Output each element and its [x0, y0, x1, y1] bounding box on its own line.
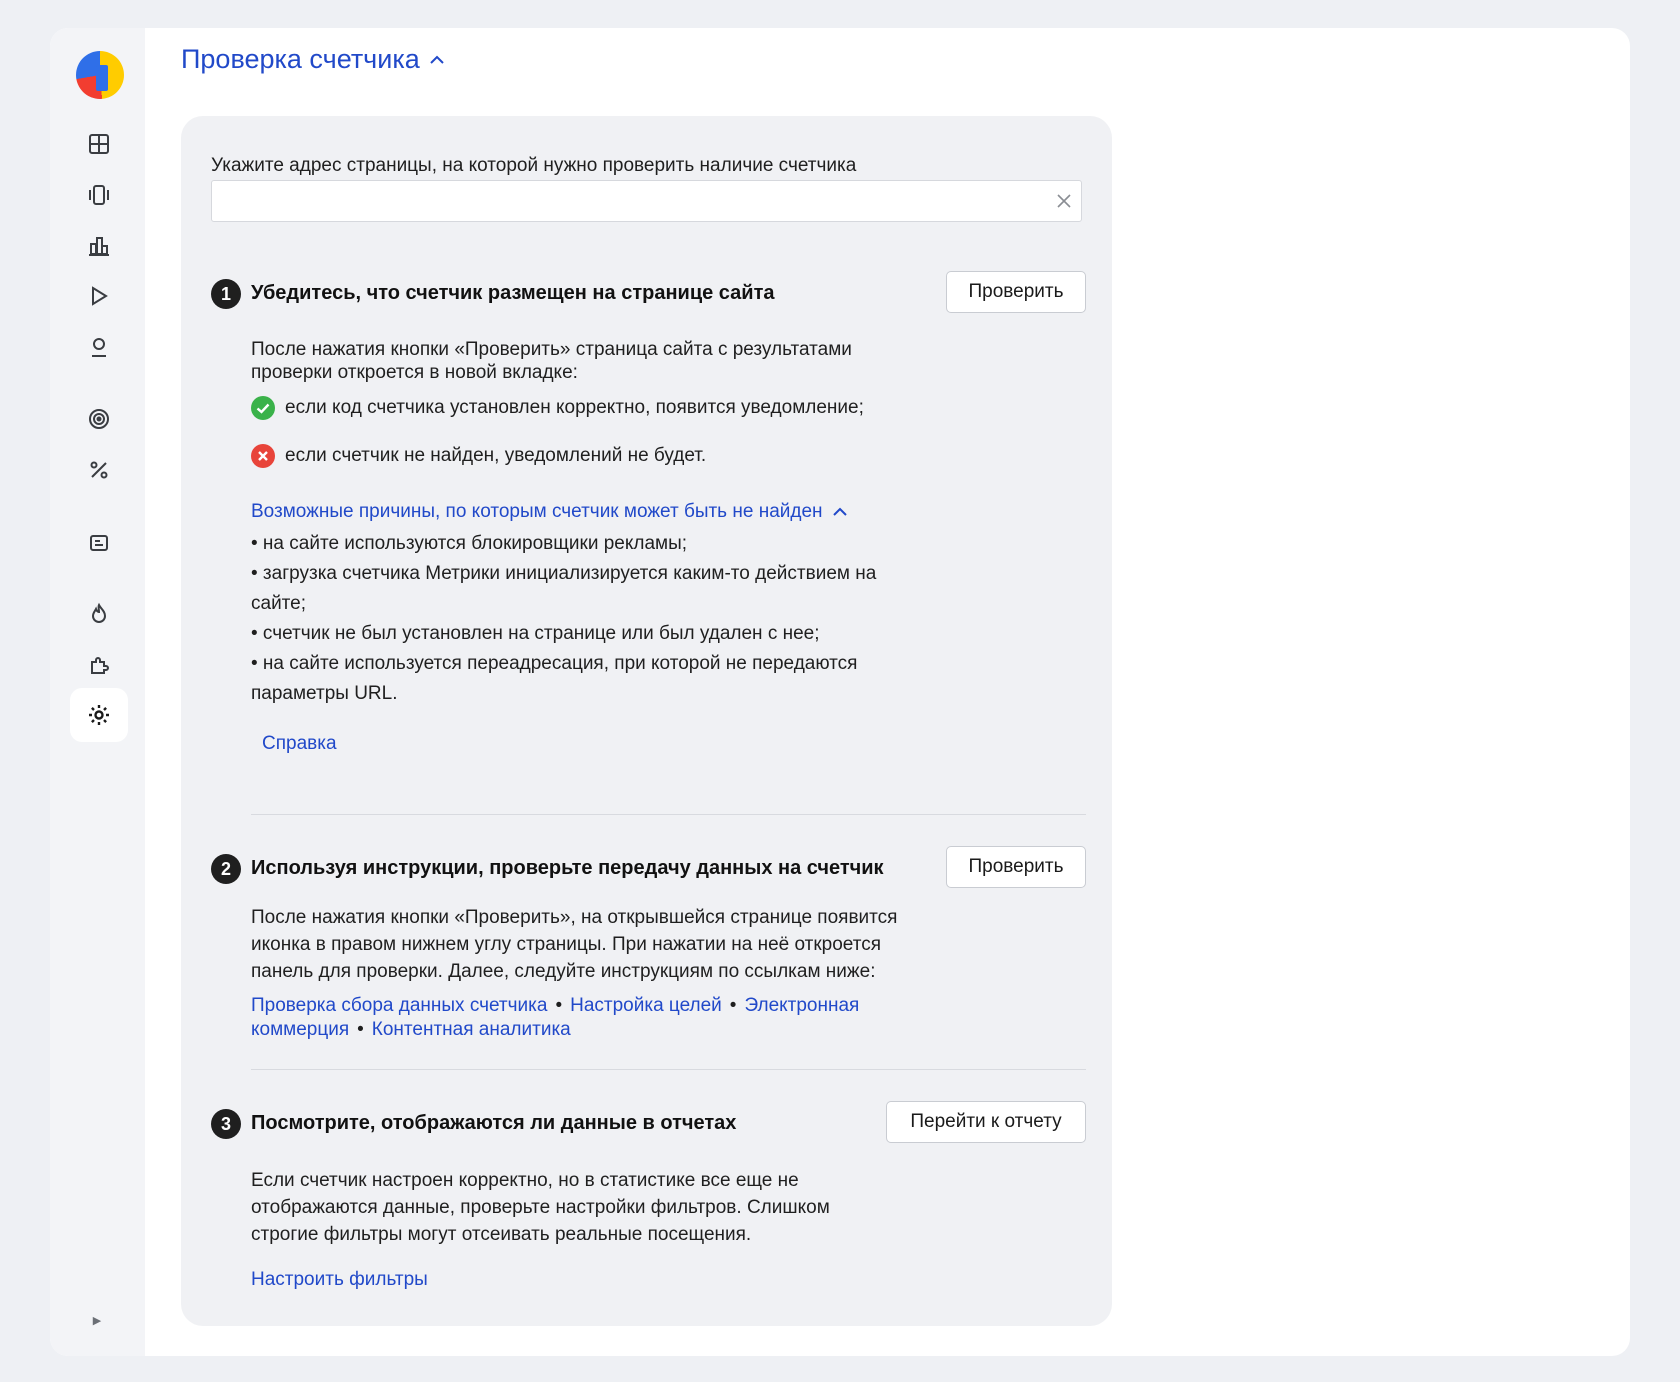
- url-field-label: Укажите адрес страницы, на которой нужно проверить наличие счетчика: [211, 155, 857, 176]
- percent-icon[interactable]: [70, 443, 128, 497]
- counter-check-card: [181, 116, 1112, 1326]
- gear-icon[interactable]: [70, 688, 128, 742]
- link-separator: •: [357, 1019, 364, 1040]
- play-icon[interactable]: [70, 269, 128, 323]
- fire-icon[interactable]: [70, 587, 128, 641]
- data-collection-link[interactable]: Проверка сбора данных счетчика: [251, 995, 548, 1016]
- status-ok-text: если код счетчика установлен корректно, появится уведомление;: [285, 397, 864, 418]
- instructions-links-line2: [251, 1018, 931, 1042]
- dashboard-icon[interactable]: [70, 117, 128, 171]
- ecommerce-link[interactable]: Электронная: [744, 995, 860, 1016]
- check-circle-icon: [251, 396, 275, 420]
- step1-desc-line2: проверки откроется в новой вкладке:: [251, 362, 578, 383]
- step3-title: Посмотрите, отображаются ли данные в отчетах: [251, 1112, 737, 1134]
- main-content: [181, 28, 1630, 1356]
- step1-title: Убедитесь, что счетчик размещен на странице сайта: [251, 282, 775, 304]
- expand-sidebar-icon[interactable]: ▶: [92, 1314, 102, 1327]
- link-separator: •: [729, 995, 737, 1016]
- goals-link[interactable]: Настройка целей: [570, 995, 722, 1016]
- step3-desc-line1: Если счетчик настроен корректно, но в статистике все еще не: [251, 1170, 799, 1191]
- chevron-up-icon: [428, 51, 446, 69]
- go-to-report-button[interactable]: Перейти к отчету: [886, 1101, 1086, 1143]
- reasons-toggle[interactable]: [251, 501, 849, 523]
- reason-line: • загрузка счетчика Метрики инициализируется каким-то действием на: [251, 563, 877, 584]
- divider: [251, 814, 1086, 815]
- target-icon[interactable]: [70, 392, 128, 446]
- error-circle-icon: [251, 444, 275, 468]
- reason-line: параметры URL.: [251, 683, 398, 704]
- content-analytics-link[interactable]: Контентная аналитика: [371, 1019, 571, 1040]
- chevron-up-icon: [831, 503, 849, 521]
- step-number-1: 1: [211, 279, 241, 309]
- reports-icon[interactable]: [70, 219, 128, 273]
- step2-check-button[interactable]: Проверить: [946, 846, 1086, 888]
- reasons-link[interactable]: Возможные причины, по которым счетчик может быть не найден: [251, 501, 823, 522]
- step2-title: Используя инструкции, проверьте передачу данных на счетчик: [251, 857, 884, 879]
- puzzle-icon[interactable]: [70, 638, 128, 692]
- reasons-list: [251, 529, 931, 709]
- page-title: Проверка счетчика: [181, 44, 420, 74]
- table-icon[interactable]: [70, 516, 128, 570]
- step2-desc-line2: иконка в правом нижнем углу страницы. При нажатии на неё откроется: [251, 934, 881, 955]
- app-window: [50, 28, 1630, 1356]
- instructions-links-line1: [251, 994, 931, 1018]
- step-number-3: 3: [211, 1109, 241, 1139]
- clear-icon[interactable]: [1055, 192, 1073, 210]
- url-input[interactable]: [211, 180, 1082, 222]
- divider: [251, 1069, 1086, 1070]
- filters-link[interactable]: Настроить фильтры: [251, 1269, 428, 1290]
- link-separator: •: [555, 995, 563, 1016]
- step2-desc-line1: После нажатия кнопки «Проверить», на открывшейся странице появится: [251, 907, 898, 928]
- ecommerce-link-cont[interactable]: коммерция: [251, 1019, 350, 1040]
- step-number-2: 2: [211, 854, 241, 884]
- page-title-toggle[interactable]: [181, 44, 446, 75]
- instructions-links: [251, 994, 931, 1042]
- metrica-logo[interactable]: [76, 51, 124, 99]
- status-ok-row: [251, 396, 864, 420]
- devices-icon[interactable]: [70, 168, 128, 222]
- status-fail-text: если счетчик не найден, уведомлений не будет.: [285, 445, 707, 466]
- step3-desc-line3: строгие фильтры могут отсеивать реальные посещения.: [251, 1224, 752, 1245]
- status-fail-row: [251, 444, 706, 468]
- reason-line: • на сайте используется переадресация, при которой не передаются: [251, 653, 858, 674]
- step1-check-button[interactable]: Проверить: [946, 271, 1086, 313]
- sidebar: [50, 28, 145, 1356]
- step2-desc-line3: панель для проверки. Далее, следуйте инструкциям по ссылкам ниже:: [251, 961, 876, 982]
- reason-line: сайте;: [251, 593, 307, 614]
- help-link[interactable]: Справка: [262, 733, 337, 754]
- step3-desc-line2: отображаются данные, проверьте настройки фильтров. Слишком: [251, 1197, 830, 1218]
- reason-line: • на сайте используются блокировщики рекламы;: [251, 533, 688, 554]
- step1-desc-line1: После нажатия кнопки «Проверить» страница сайта с результатами: [251, 339, 852, 360]
- audience-icon[interactable]: [70, 320, 128, 374]
- reason-line: • счетчик не был установлен на странице или был удален с нее;: [251, 623, 820, 644]
